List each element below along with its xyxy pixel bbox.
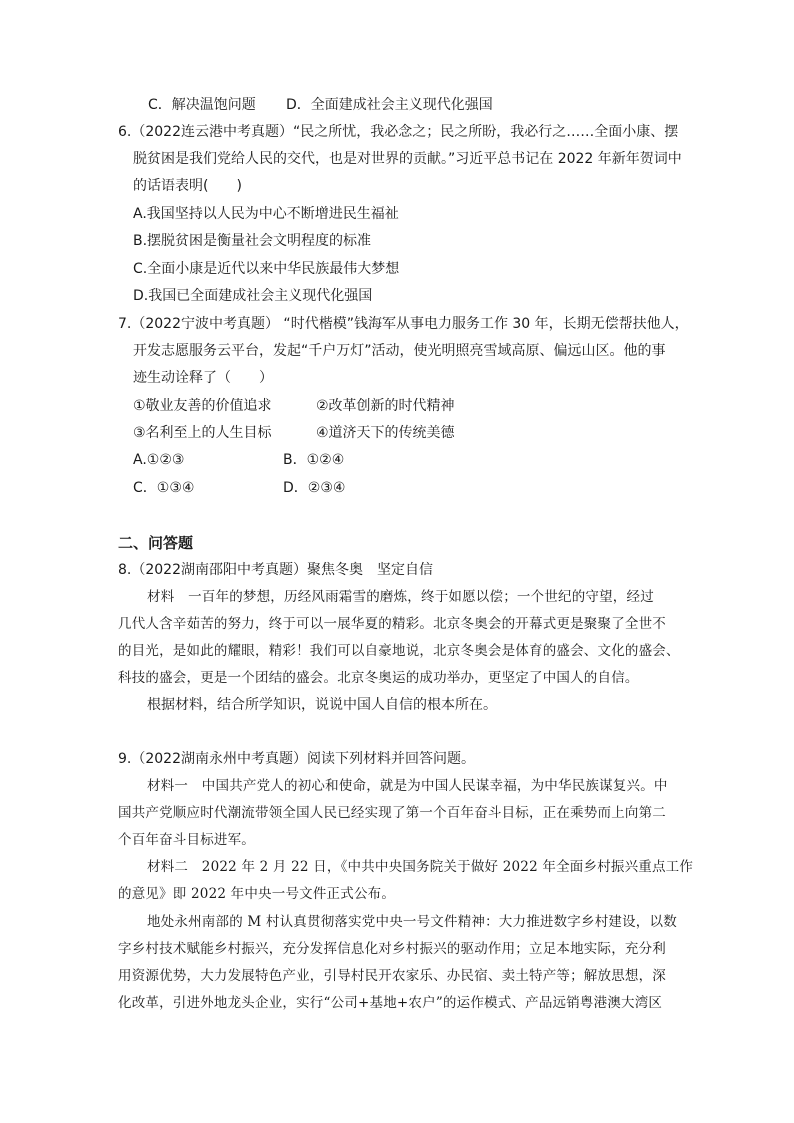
question-9-material-3-line-3: 用资源优势，大力发展特色产业，引导村民开农家乐、办民宿、卖土特产等；解放思想，深 <box>118 968 666 984</box>
question-6-option-b: B.摆脱贫困是衡量社会文明程度的标准 <box>133 233 372 249</box>
question-9-material-3-line-1: 地处永州南部的 M 村认真贯彻落实党中央一号文件精神：大力推进数字乡村建设，以数 <box>147 914 677 930</box>
option-c: C．解决温饱问题 <box>148 97 256 113</box>
question-7-stem-line-2: 开发志愿服务云平台，发起“千户万灯”活动，使光明照亮雪域高原、偏远山区。他的事 <box>133 343 666 359</box>
question-9-material-1-line-2: 国共产党顺应时代潮流带领全国人民已经实现了第一个百年奋斗目标，正在乘势而上向第二 <box>118 805 666 821</box>
question-7-item-3: ③名利至上的人生目标 <box>133 425 272 441</box>
question-7-option-b: B．①②④ <box>283 452 345 468</box>
question-6-stem-line-3: 的话语表明( ) <box>133 178 242 194</box>
question-9-material-3-line-2: 字乡村技术赋能乡村振兴，充分发挥信息化对乡村振兴的驱动作用；立足本地实际，充分利 <box>118 941 666 957</box>
question-9-material-1-line-1: 材料一 中国共产党人的初心和使命，就是为中国人民谋幸福，为中华民族谋复兴。中 <box>147 778 668 794</box>
question-8-material-line-2: 几代人含辛茹苦的努力，终于可以一展华夏的精彩。北京冬奥会的开幕式更是聚聚了全世不 <box>118 616 666 632</box>
question-8-stem: 8.（2022湖南邵阳中考真题）聚焦冬奥 坚定自信 <box>118 562 433 578</box>
question-7-item-4: ④道济天下的传统美德 <box>316 425 455 441</box>
question-9-stem: 9.（2022湖南永州中考真题）阅读下列材料并回答问题。 <box>118 751 475 767</box>
question-6-option-d: D.我国已全面建成社会主义现代化强国 <box>133 288 373 304</box>
question-7-option-a: A.①②③ <box>133 452 185 468</box>
question-8-material-line-1: 材料 一百年的梦想，历经风雨霜雪的磨炼，终于如愿以偿；一个世纪的守望，经过 <box>147 589 654 605</box>
question-9-material-3-line-4: 化改革，引进外地龙头企业，实行“公司+基地+农户”的运作模式、产品远销粤港澳大湾区 <box>118 995 663 1011</box>
question-7-stem-line-1: 7.（2022宁波中考真题） “时代楷模”钱海军从事电力服务工作 30 年，长期无偿帮扶他人， <box>118 316 689 332</box>
question-7-item-2: ②改革创新的时代精神 <box>316 398 455 414</box>
question-7-option-c: C．①③④ <box>133 480 195 496</box>
question-6-option-a: A.我国坚持以人民为中心不断增进民生福祉 <box>133 206 399 222</box>
question-8-prompt: 根据材料，结合所学知识，说说中国人自信的根本所在。 <box>147 697 497 713</box>
question-6-stem-line-2: 脱贫困是我们党给人民的交代，也是对世界的贡献。”习近平总书记在 2022 年新年贺词中 <box>133 151 682 167</box>
question-7-option-d: D．②③④ <box>283 480 346 496</box>
question-9-material-2-line-2: 的意见》即 2022 年中央一号文件正式公布。 <box>118 886 396 902</box>
question-6-stem-line-1: 6.（2022连云港中考真题）“民之所忧，我必念之；民之所盼，我必行之……全面小康、摆 <box>118 124 679 140</box>
question-7-stem-line-3: 迹生动诠释了（ ） <box>133 370 273 386</box>
question-9-material-2-line-1: 材料二 2022 年 2 月 22 日，《中共中央国务院关于做好 2022 年全面乡村振兴重点工作 <box>147 859 694 875</box>
question-6-option-c: C.全面小康是近代以来中华民族最伟大梦想 <box>133 261 400 277</box>
option-d: D．全面建成社会主义现代化强国 <box>286 97 493 113</box>
question-9-material-1-line-3: 个百年奋斗目标进军。 <box>118 832 255 848</box>
question-8-material-line-3: 的目光，是如此的耀眼，精彩！我们可以自豪地说，北京冬奥会是体育的盛会、文化的盛会、 <box>118 643 680 659</box>
question-8-material-line-4: 科技的盛会，更是一个团结的盛会。北京冬奥运的成功举办，更坚定了中国人的自信。 <box>118 670 639 686</box>
question-7-item-1: ①敬业友善的价值追求 <box>133 398 272 414</box>
section-heading: 二、问答题 <box>118 534 194 552</box>
